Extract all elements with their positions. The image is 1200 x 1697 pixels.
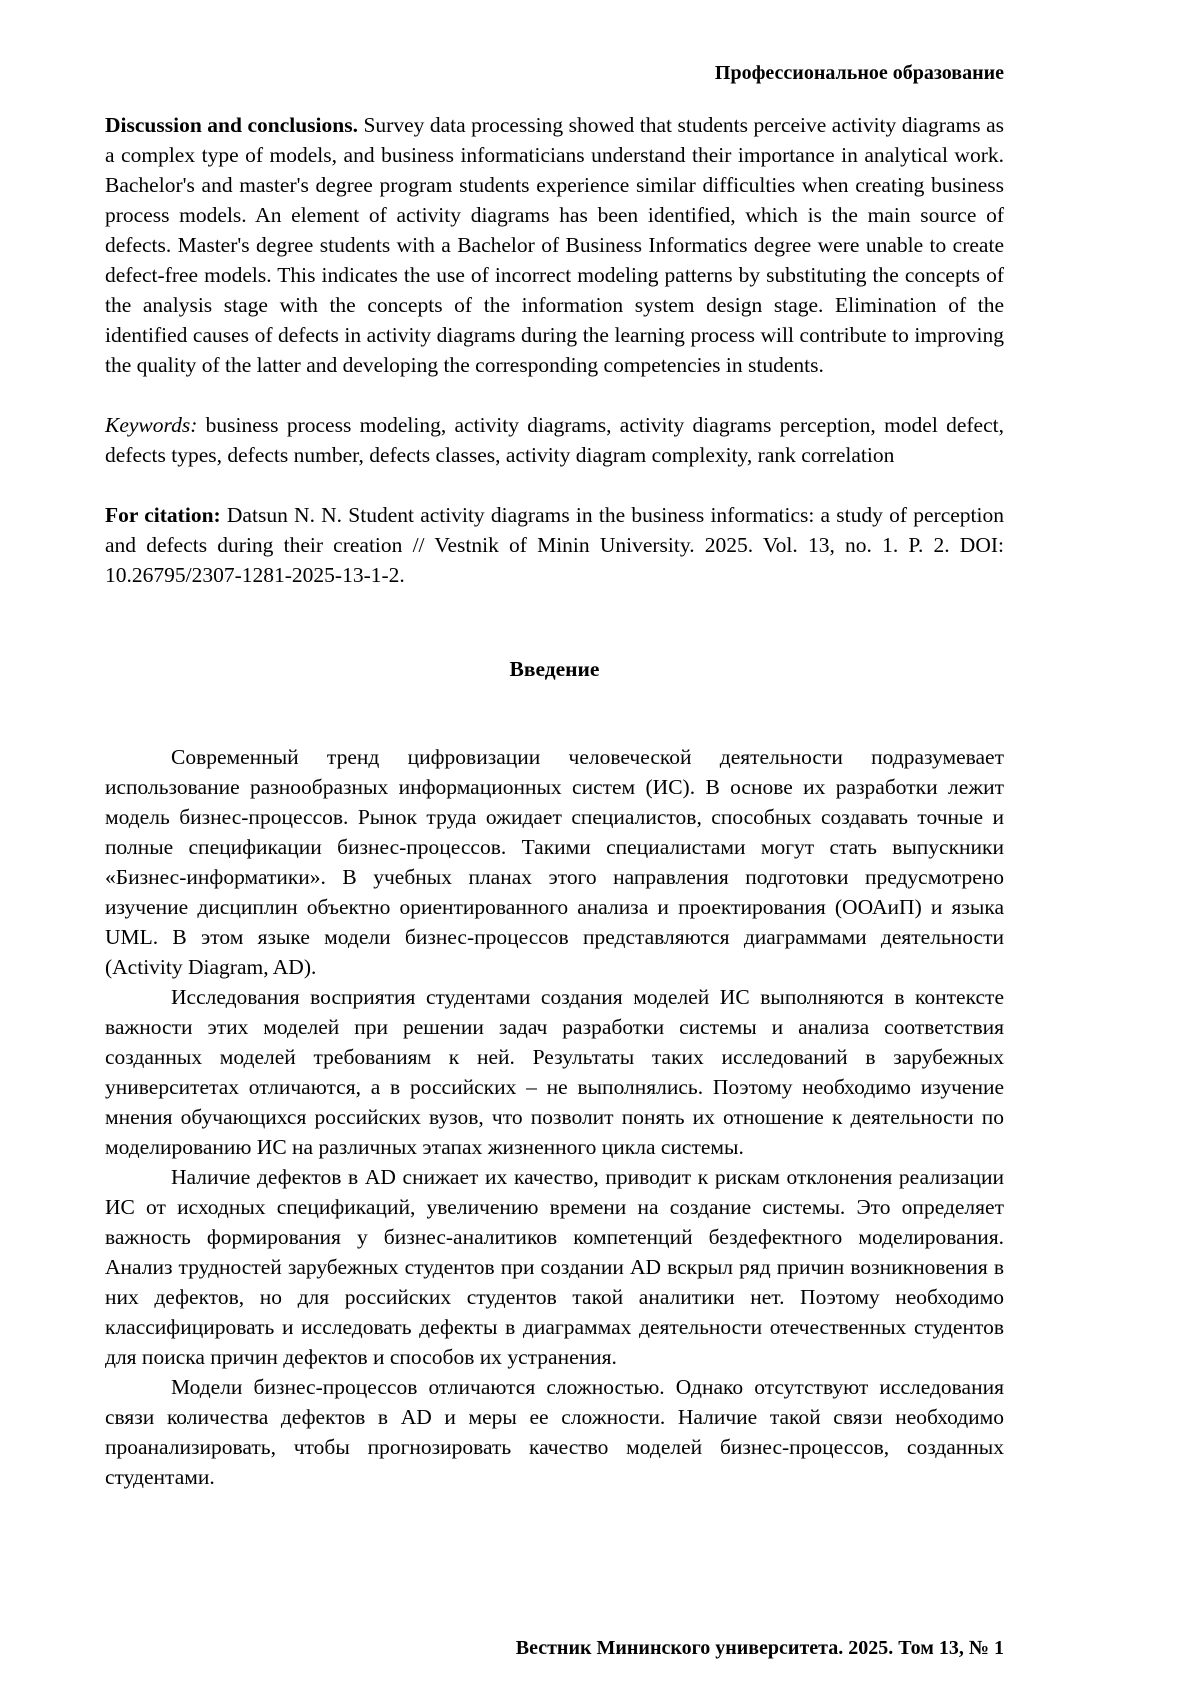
running-header: Профессиональное образование <box>714 62 1004 84</box>
intro-paragraph-3: Наличие дефектов в AD снижает их качество, приводит к рискам отклонения реализации ИС от исходных спецификаций, увеличению времени на создание системы. Это определяет важность формирования у бизнес-аналитиков компетенций бездефектного моделирования. Анализ трудностей зарубежных студентов при создании AD вскрыл ряд причин возникновения в них дефектов, но для российских студентов такой аналитики нет. Поэтому необходимо классифицировать и исследовать дефекты в диаграммах деятельности отечественных студентов для поиска причин дефектов и способов их устранения. <box>105 1165 1004 1369</box>
citation-label: For citation: <box>105 503 221 527</box>
keywords-text: business process modeling, activity diagrams, activity diagrams perception, model defect, defects types, defects number, defects classes, activity diagram complexity, rank correlation <box>105 413 1004 467</box>
citation-text: Datsun N. N. Student activity diagrams in the business informatics: a study of perception and defects during their creation // Vestnik of Minin University. 2025. Vol. 13, no. 1. P. 2. DOI: 10.26795/2307-1281-2025-13-1-2. <box>105 503 1004 587</box>
journal-footer: Вестник Мининского университета. 2025. Том 13, № 1 <box>515 1637 1004 1659</box>
citation-paragraph <box>105 500 1004 590</box>
discussion-text: Survey data processing showed that students perceive activity diagrams as a complex type of models, and business informaticians understand their importance in analytical work. Bachelor's and master's degree program students experience similar difficulties when creating business process models. An element of activity diagrams has been identified, which is the main source of defects. Master's degree students with a Bachelor of Business Informatics degree were unable to create defect-free models. This indicates the use of incorrect modeling patterns by substituting the concepts of the analysis stage with the concepts of the information system design stage. Elimination of the identified causes of defects in activity diagrams during the learning process will contribute to improving the quality of the latter and developing the corresponding competencies in students. <box>105 113 1004 377</box>
intro-paragraph-4: Модели бизнес-процессов отличаются сложностью. Однако отсутствуют исследования связи количества дефектов в AD и меры ее сложности. Наличие такой связи необходимо проанализировать, чтобы прогнозировать качество моделей бизнес-процессов, созданных студентами. <box>105 1375 1004 1489</box>
discussion-paragraph <box>105 110 1004 380</box>
intro-paragraph-1: Современный тренд цифровизации человеческой деятельности подразумевает использование разнообразных информационных систем (ИС). В основе их разработки лежит модель бизнес-процессов. Рынок труда ожидает специалистов, способных создавать точные и полные спецификации бизнес-процессов. Такими специалистами могут стать выпускники «Бизнес-информатики». В учебных планах этого направления подготовки предусмотрено изучение дисциплин объектно ориентированного анализа и проектирования (ООАиП) и языка UML. В этом языке модели бизнес-процессов представляются диаграммами деятельности (Activity Diagram, AD). <box>105 745 1004 979</box>
keywords-label: Keywords: <box>105 413 198 437</box>
keywords-paragraph <box>105 410 1004 470</box>
section-title-introduction: Введение <box>509 657 600 681</box>
intro-paragraph-2: Исследования восприятия студентами создания моделей ИС выполняются в контексте важности этих моделей при решении задач разработки системы и анализа соответствия созданных моделей требованиям к ней. Результаты таких исследований в зарубежных университетах отличаются, а в российских – не выполнялись. Поэтому необходимо изучение мнения обучающихся российских вузов, что позволит понять их отношение к деятельности по моделированию ИС на различных этапах жизненного цикла системы. <box>105 985 1004 1159</box>
discussion-label: Discussion and conclusions. <box>105 113 358 137</box>
